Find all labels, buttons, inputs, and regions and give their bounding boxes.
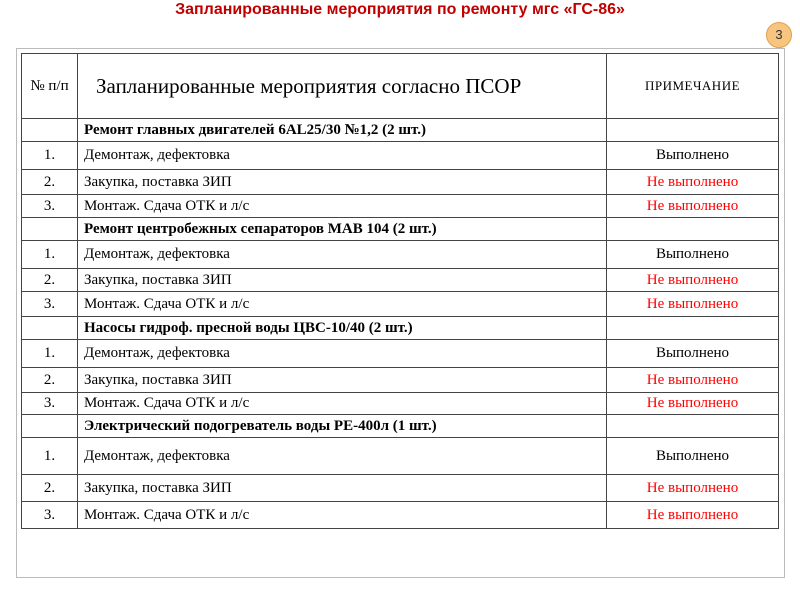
group-row — [22, 218, 779, 241]
row-number: 2. — [22, 269, 78, 292]
table-row — [22, 475, 779, 502]
group-title: Электрический подогреватель воды РЕ-400л (1 шт.) — [78, 415, 607, 438]
header-task: Запланированные мероприятия согласно ПСОР — [78, 54, 607, 119]
group-row — [22, 119, 779, 142]
table-row — [22, 269, 779, 292]
row-task: Монтаж. Сдача ОТК и л/с — [78, 195, 607, 218]
row-number: 1. — [22, 340, 78, 368]
table-row — [22, 368, 779, 393]
page-title: Запланированные мероприятия по ремонту мгс «ГС-86» — [175, 1, 625, 18]
row-status: Не выполнено — [607, 195, 779, 218]
group-note-cell — [607, 415, 779, 438]
group-note-cell — [607, 119, 779, 142]
row-status: Выполнено — [607, 438, 779, 475]
row-task: Монтаж. Сдача ОТК и л/с — [78, 393, 607, 415]
table-row — [22, 502, 779, 529]
row-status: Выполнено — [607, 340, 779, 368]
row-status: Не выполнено — [607, 502, 779, 529]
group-note-cell — [607, 218, 779, 241]
table-row — [22, 241, 779, 269]
group-note-cell — [607, 317, 779, 340]
row-number: 3. — [22, 292, 78, 317]
table-row — [22, 142, 779, 170]
page-number-badge: 3 — [766, 22, 792, 48]
row-number: 2. — [22, 170, 78, 195]
row-status: Не выполнено — [607, 475, 779, 502]
header-note: ПРИМЕЧАНИЕ — [607, 54, 779, 119]
table-row — [22, 195, 779, 218]
row-status: Не выполнено — [607, 368, 779, 393]
group-row — [22, 317, 779, 340]
row-task: Монтаж. Сдача ОТК и л/с — [78, 502, 607, 529]
row-status: Не выполнено — [607, 292, 779, 317]
row-number: 2. — [22, 368, 78, 393]
row-task: Закупка, поставка ЗИП — [78, 170, 607, 195]
row-task: Монтаж. Сдача ОТК и л/с — [78, 292, 607, 317]
group-title: Ремонт центробежных сепараторов МАВ 104 (2 шт.) — [78, 218, 607, 241]
table-row — [22, 340, 779, 368]
group-number-cell — [22, 317, 78, 340]
row-task: Закупка, поставка ЗИП — [78, 269, 607, 292]
group-number-cell — [22, 218, 78, 241]
group-number-cell — [22, 119, 78, 142]
group-title: Насосы гидроф. пресной воды ЦВС-10/40 (2 шт.) — [78, 317, 607, 340]
table-header-row — [22, 54, 779, 119]
row-number: 1. — [22, 142, 78, 170]
group-title: Ремонт главных двигателей 6AL25/30 №1,2 (2 шт.) — [78, 119, 607, 142]
row-task: Демонтаж, дефектовка — [78, 142, 607, 170]
row-number: 1. — [22, 241, 78, 269]
row-task: Демонтаж, дефектовка — [78, 241, 607, 269]
table-body — [22, 119, 779, 529]
row-number: 3. — [22, 502, 78, 529]
row-number: 3. — [22, 195, 78, 218]
row-task: Демонтаж, дефектовка — [78, 438, 607, 475]
row-status: Не выполнено — [607, 393, 779, 415]
repair-plan-table — [21, 53, 779, 529]
row-task: Демонтаж, дефектовка — [78, 340, 607, 368]
row-number: 1. — [22, 438, 78, 475]
group-number-cell — [22, 415, 78, 438]
row-status: Не выполнено — [607, 269, 779, 292]
row-status: Выполнено — [607, 142, 779, 170]
row-task: Закупка, поставка ЗИП — [78, 368, 607, 393]
row-number: 3. — [22, 393, 78, 415]
row-task: Закупка, поставка ЗИП — [78, 475, 607, 502]
table-row — [22, 393, 779, 415]
table-row — [22, 292, 779, 317]
table-row — [22, 438, 779, 475]
header-number: № п/п — [22, 54, 78, 119]
row-status: Выполнено — [607, 241, 779, 269]
table-row — [22, 170, 779, 195]
row-number: 2. — [22, 475, 78, 502]
row-status: Не выполнено — [607, 170, 779, 195]
group-row — [22, 415, 779, 438]
